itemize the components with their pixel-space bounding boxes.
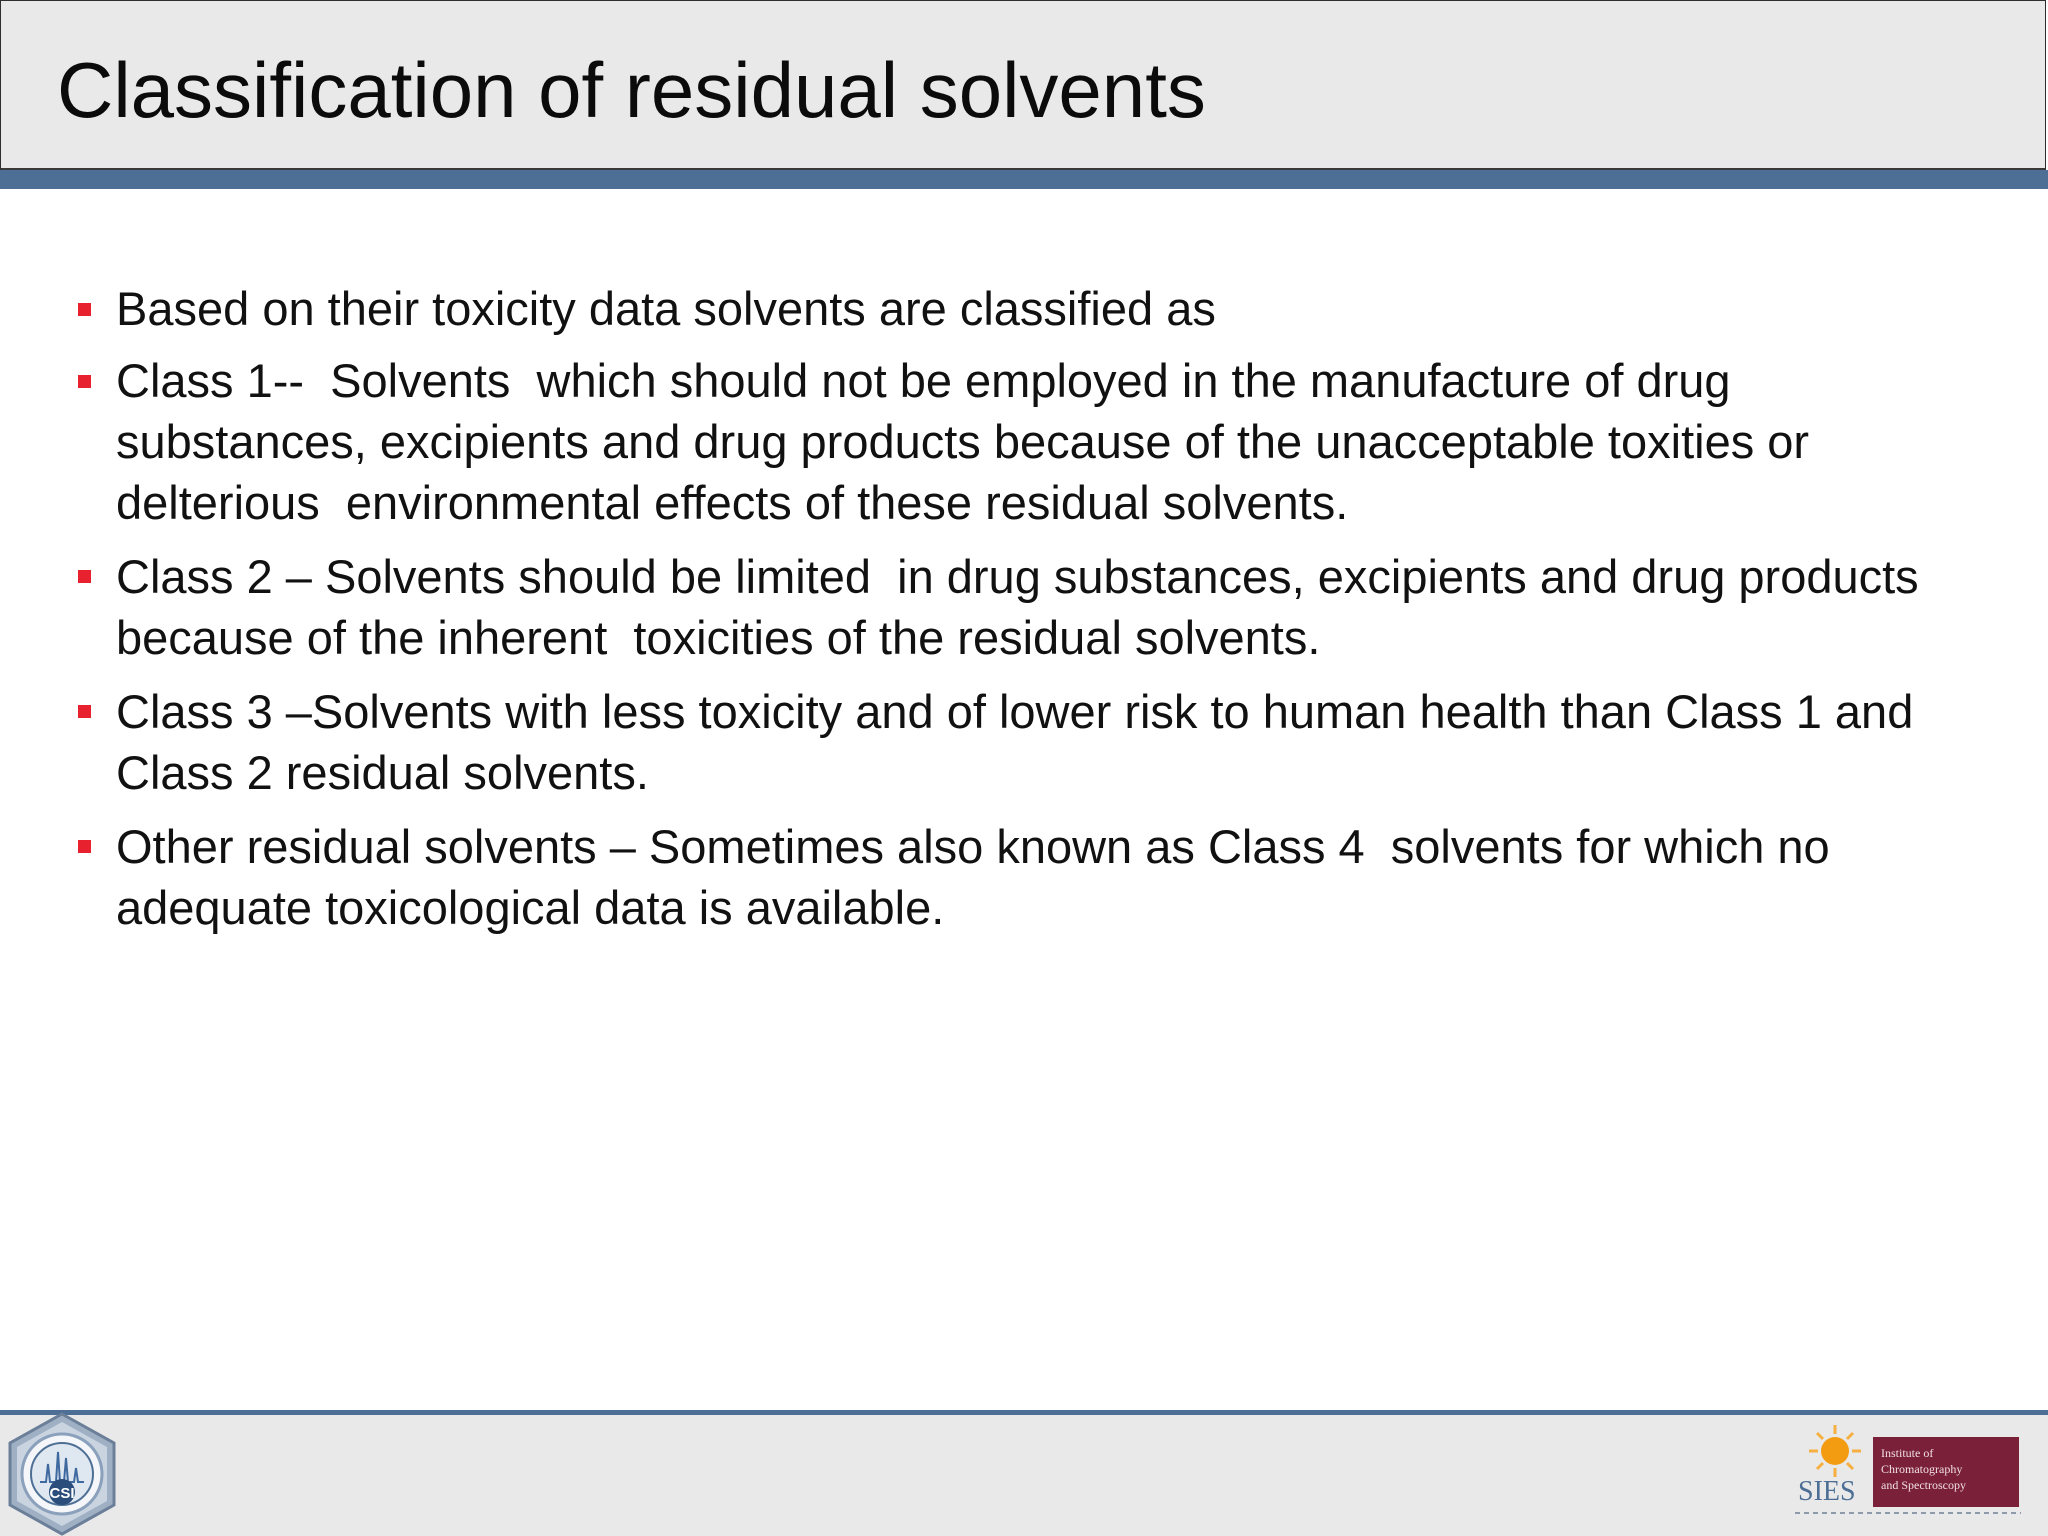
bullet-text: Other residual solvents – Sometimes also known as Class 4 solvents for which no adequate toxicological data is available. [116,820,1843,934]
bullet-marker-icon [78,840,91,853]
sies-logo-text: SIES [1798,1476,1856,1507]
bullet-marker-icon [78,303,91,316]
sies-subtitle-line-3: and Spectroscopy [1881,1478,1966,1492]
bullet-text: Class 1-- Solvents which should not be employed in the manufacture of drug substances, excipients and drug products because of the unacceptable toxities or delterious environmental effects of these residual solvents. [116,354,1823,529]
csi-logo-text: CSI [49,1485,75,1502]
csi-logo-icon [2,1412,122,1536]
bullet-marker-icon [78,705,91,718]
sies-logo-icon [1795,1415,2025,1519]
bullet-text: Based on their toxicity data solvents are classified as [116,282,1216,335]
footer-bar [0,1415,2048,1536]
bullet-text: Class 3 –Solvents with less toxicity and of lower risk to human health than Class 1 and Class 2 residual solvents. [116,685,1927,799]
title-bar [0,0,2046,170]
bullet-text: Class 2 – Solvents should be limited in drug substances, excipients and drug products because of the inherent toxicities of the residual solvents. [116,550,1932,664]
bullet-marker-icon [78,375,91,388]
sies-subtitle-line-2: Chromatography [1881,1462,1963,1476]
bullet-marker-icon [78,570,91,583]
title-accent-bar [0,170,2048,189]
slide-title: Classification of residual solvents [57,46,1206,134]
sies-subtitle-line-1: Institute of [1881,1446,1934,1460]
